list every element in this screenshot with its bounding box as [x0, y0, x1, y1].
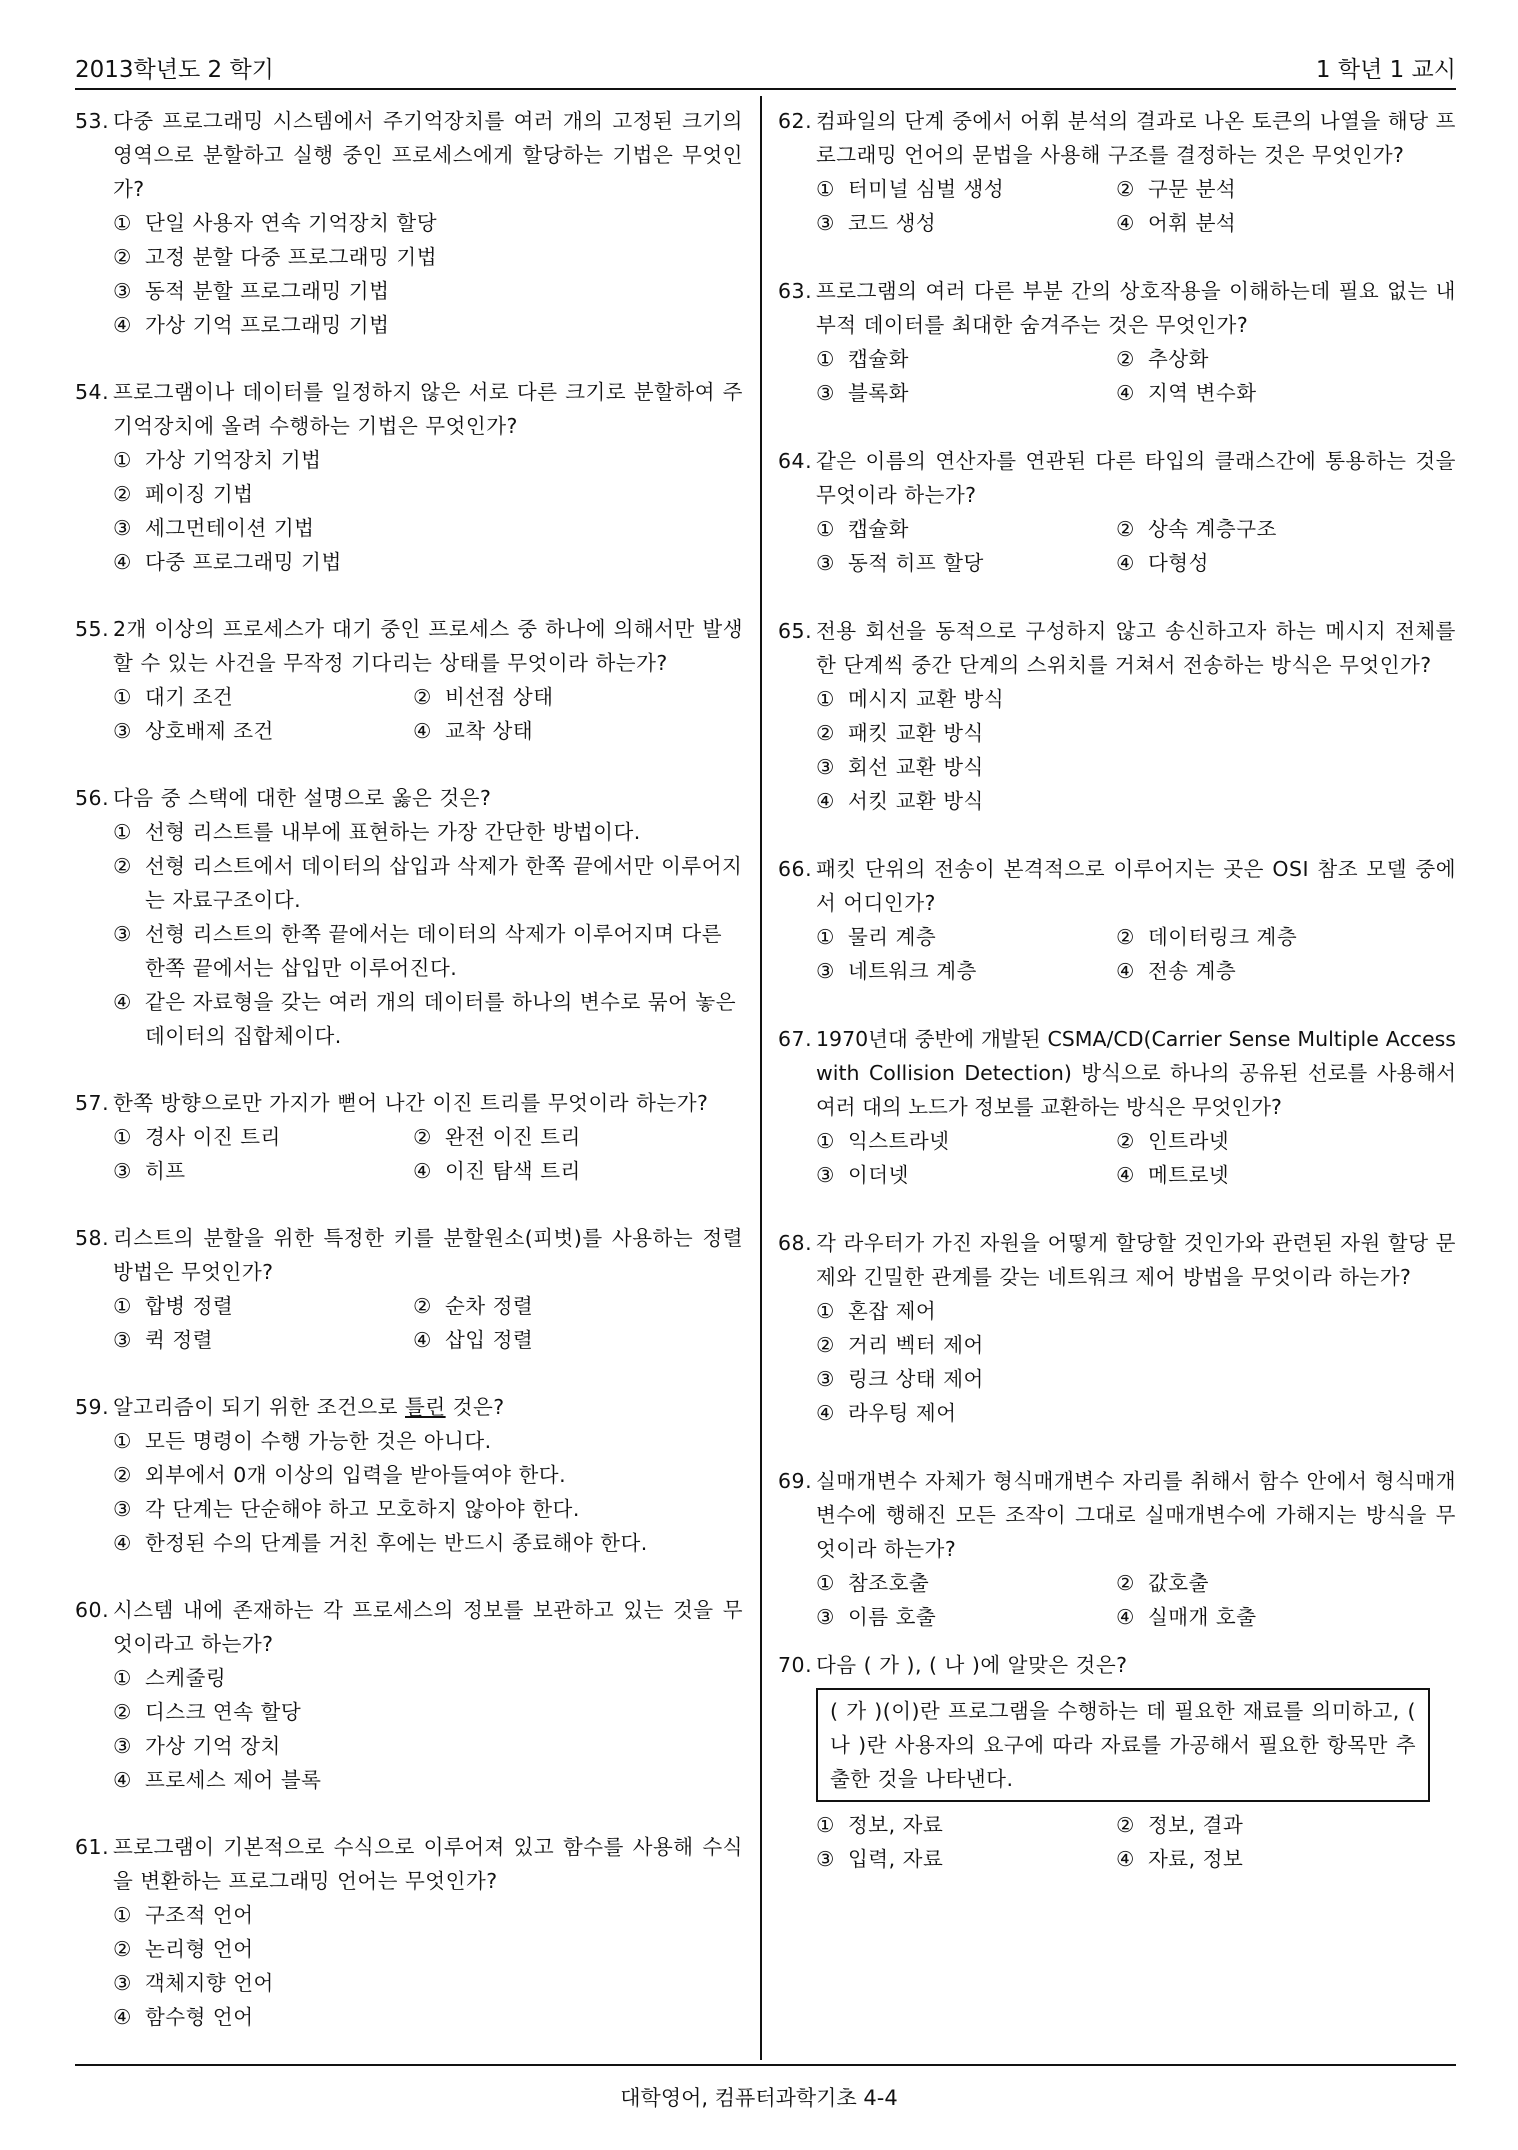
option-2: ② 디스크 연속 할당: [113, 1700, 302, 1724]
question-53: [75, 104, 743, 342]
option-2: ② 인트라넷: [1116, 1129, 1230, 1153]
question-63: [778, 274, 1456, 410]
footer-divider: [75, 2064, 1456, 2066]
option-2: ② 완전 이진 트리: [413, 1125, 581, 1149]
emphasis-underline: 틀린: [405, 1395, 446, 1419]
option-2: ② 패킷 교환 방식: [816, 721, 984, 745]
option-2: ② 외부에서 0개 이상의 입력을 받아들여야 한다.: [113, 1463, 567, 1487]
option-3: ③ 입력, 자료: [816, 1847, 944, 1871]
option-3: ③ 상호배제 조건: [113, 719, 274, 743]
question-62: [778, 104, 1456, 240]
option-1: ① 경사 이진 트리: [113, 1125, 281, 1149]
option-3: ③ 네트워크 계층: [816, 959, 977, 983]
option-3: ③ 퀵 정렬: [113, 1328, 213, 1352]
option-2: ② 정보, 결과: [1116, 1813, 1244, 1837]
question-number: 55.: [75, 617, 110, 641]
option-4: ④ 자료, 정보: [1116, 1847, 1244, 1871]
header-divider: [75, 88, 1456, 90]
question-number: 62.: [778, 109, 813, 133]
option-3: ③ 블록화: [816, 381, 909, 405]
question-60: [75, 1593, 743, 1797]
definition-box: ( 가 )(이)란 프로그램을 수행하는 데 필요한 재료를 의미하고, ( 나 )란 사용자의 요구에 따라 자료를 가공해서 필요한 항목만 추출한 것을 나타낸다.: [816, 1688, 1430, 1802]
option-3: ③ 세그먼테이션 기법: [113, 516, 315, 540]
question-70: [778, 1648, 1456, 1876]
question-67: [778, 1022, 1456, 1192]
option-1: ① 가상 기억장치 기법: [113, 448, 322, 472]
option-2: ② 선형 리스트에서 데이터의 삽입과 삭제가 한쪽 끝에서만 이루어지는 자료구조이다.: [113, 854, 743, 912]
option-2: ② 상속 계층구조: [1116, 517, 1277, 541]
option-3: ③ 이름 호출: [816, 1605, 937, 1629]
option-3: ③ 회선 교환 방식: [816, 755, 984, 779]
option-1: ① 혼잡 제어: [816, 1299, 937, 1323]
question-stem: 알고리즘이 되기 위한 조건으로 틀린 것은?: [113, 1395, 505, 1419]
question-number: 68.: [778, 1231, 813, 1255]
question-stem: 2개 이상의 프로세스가 대기 중인 프로세스 중 하나에 의해서만 발생할 수 있는 사건을 무작정 기다리는 상태를 무엇이라 하는가?: [113, 617, 743, 675]
question-stem: 다음 중 스택에 대한 설명으로 옳은 것은?: [113, 786, 492, 810]
question-number: 64.: [778, 449, 813, 473]
question-number: 56.: [75, 786, 110, 810]
question-57: [75, 1086, 743, 1188]
option-3: ③ 히프: [113, 1159, 186, 1183]
option-1: ① 캡슐화: [816, 517, 909, 541]
question-number: 61.: [75, 1835, 110, 1859]
option-4: ④ 프로세스 제어 블록: [113, 1768, 322, 1792]
question-stem: 프로그램의 여러 다른 부분 간의 상호작용을 이해하는데 필요 없는 내부적 데이터를 최대한 숨겨주는 것은 무엇인가?: [816, 279, 1456, 337]
question-stem: 컴파일의 단계 중에서 어휘 분석의 결과로 나온 토큰의 나열을 해당 프로그래밍 언어의 문법을 사용해 구조를 결정하는 것은 무엇인가?: [816, 109, 1456, 167]
question-59: [75, 1390, 743, 1560]
question-stem: 프로그램이나 데이터를 일정하지 않은 서로 다른 크기로 분할하여 주기억장치에 올려 수행하는 기법은 무엇인가?: [113, 380, 743, 438]
option-1: ① 정보, 자료: [816, 1813, 944, 1837]
column-divider: [760, 96, 762, 2060]
option-3: ③ 코드 생성: [816, 211, 937, 235]
question-55: [75, 612, 743, 748]
option-1: ① 메시지 교환 방식: [816, 687, 1005, 711]
question-stem: 다중 프로그래밍 시스템에서 주기억장치를 여러 개의 고정된 크기의 영역으로 분할하고 실행 중인 프로세스에게 할당하는 기법은 무엇인가?: [113, 109, 743, 201]
option-4: ④ 지역 변수화: [1116, 381, 1257, 405]
question-stem: 1970년대 중반에 개발된 CSMA/CD(Carrier Sense Multiple Access with Collision Detection) 방식으로 하나의 공유된 선로를 사용해서 여러 대의 노드가 정보를 교환하는 방식은 무엇인가?: [816, 1027, 1456, 1119]
question-number: 60.: [75, 1598, 110, 1622]
option-2: ② 거리 벡터 제어: [816, 1333, 984, 1357]
option-4: ④ 어휘 분석: [1116, 211, 1237, 235]
option-3: ③ 링크 상태 제어: [816, 1367, 984, 1391]
option-3: ③ 선형 리스트의 한쪽 끝에서는 데이터의 삭제가 이루어지며 다른 한쪽 끝에서는 삽입만 이루어진다.: [113, 922, 722, 980]
question-stem: 전용 회선을 동적으로 구성하지 않고 송신하고자 하는 메시지 전체를 한 단계씩 중간 단계의 스위치를 거쳐서 전송하는 방식은 무엇인가?: [816, 619, 1456, 677]
question-stem: 시스템 내에 존재하는 각 프로세스의 정보를 보관하고 있는 것을 무엇이라고 하는가?: [113, 1598, 743, 1656]
question-61: [75, 1830, 743, 2034]
option-2: ② 추상화: [1116, 347, 1209, 371]
question-stem: 리스트의 분할을 위한 특정한 키를 분할원소(피벗)를 사용하는 정렬 방법은 무엇인가?: [113, 1226, 743, 1284]
question-number: 58.: [75, 1226, 110, 1250]
question-stem: 각 라우터가 가진 자원을 어떻게 할당할 것인가와 관련된 자원 할당 문제와 긴밀한 관계를 갖는 네트워크 제어 방법을 무엇이라 하는가?: [816, 1231, 1456, 1289]
option-1: ① 대기 조건: [113, 685, 234, 709]
option-3: ③ 이더넷: [816, 1163, 909, 1187]
question-number: 65.: [778, 619, 813, 643]
option-1: ① 모든 명령이 수행 가능한 것은 아니다.: [113, 1429, 492, 1453]
option-4: ④ 함수형 언어: [113, 2005, 254, 2029]
option-1: ① 물리 계층: [816, 925, 937, 949]
option-4: ④ 같은 자료형을 갖는 여러 개의 데이터를 하나의 변수로 묶어 놓은 데이터의 집합체이다.: [113, 990, 737, 1048]
question-number: 63.: [778, 279, 813, 303]
question-number: 67.: [778, 1027, 813, 1051]
question-65: [778, 614, 1456, 818]
option-2: ② 구문 분석: [1116, 177, 1237, 201]
option-4: ④ 전송 계층: [1116, 959, 1237, 983]
option-3: ③ 객체지향 언어: [113, 1971, 274, 1995]
question-stem: 같은 이름의 연산자를 연관된 다른 타입의 클래스간에 통용하는 것을 무엇이라 하는가?: [816, 449, 1456, 507]
option-1: ① 단일 사용자 연속 기억장치 할당: [113, 211, 438, 235]
right-column: [778, 104, 1456, 1876]
option-4: ④ 다형성: [1116, 551, 1209, 575]
option-3: ③ 동적 히프 할당: [816, 551, 984, 575]
left-column: [75, 104, 743, 2034]
option-2: ② 순차 정렬: [413, 1294, 534, 1318]
option-1: ① 스케줄링: [113, 1666, 227, 1690]
option-1: ① 터미널 심벌 생성: [816, 177, 1005, 201]
question-number: 59.: [75, 1395, 110, 1419]
question-number: 70.: [778, 1653, 813, 1677]
question-stem: 패킷 단위의 전송이 본격적으로 이루어지는 곳은 OSI 참조 모델 중에서 어디인가?: [816, 857, 1456, 915]
question-54: [75, 375, 743, 579]
option-2: ② 비선점 상태: [413, 685, 554, 709]
option-3: ③ 각 단계는 단순해야 하고 모호하지 않아야 한다.: [113, 1497, 580, 1521]
option-4: ④ 한정된 수의 단계를 거친 후에는 반드시 종료해야 한다.: [113, 1531, 648, 1555]
option-2: ② 페이징 기법: [113, 482, 254, 506]
option-1: ① 캡슐화: [816, 347, 909, 371]
question-stem: 프로그램이 기본적으로 수식으로 이루어져 있고 함수를 사용해 수식을 변환하는 프로그래밍 언어는 무엇인가?: [113, 1835, 743, 1893]
option-1: ① 구조적 언어: [113, 1903, 254, 1927]
option-4: ④ 라우팅 제어: [816, 1401, 957, 1425]
option-2: ② 데이터링크 계층: [1116, 925, 1298, 949]
question-number: 53.: [75, 109, 110, 133]
question-number: 57.: [75, 1091, 110, 1115]
question-66: [778, 852, 1456, 988]
option-2: ② 고정 분할 다중 프로그래밍 기법: [113, 245, 438, 269]
option-3: ③ 동적 분할 프로그래밍 기법: [113, 279, 390, 303]
page-header: [75, 44, 1456, 84]
question-stem: 실매개변수 자체가 형식매개변수 자리를 취해서 함수 안에서 형식매개변수에 행해진 모든 조작이 그대로 실매개변수에 가해지는 방식을 무엇이라 하는가?: [816, 1469, 1456, 1561]
exam-term: 2013학년도 2 학기: [75, 57, 274, 83]
option-4: ④ 메트로넷: [1116, 1163, 1230, 1187]
question-number: 66.: [778, 857, 813, 881]
option-4: ④ 서킷 교환 방식: [816, 789, 984, 813]
option-4: ④ 가상 기억 프로그래밍 기법: [113, 313, 390, 337]
option-4: ④ 실매개 호출: [1116, 1605, 1257, 1629]
question-58: [75, 1221, 743, 1357]
question-number: 54.: [75, 380, 110, 404]
option-2: ② 값호출: [1116, 1571, 1209, 1595]
question-stem: 한쪽 방향으로만 가지가 뻗어 나간 이진 트리를 무엇이라 하는가?: [113, 1091, 709, 1115]
question-68: [778, 1226, 1456, 1430]
option-4: ④ 삽입 정렬: [413, 1328, 534, 1352]
option-4: ④ 이진 탐색 트리: [413, 1159, 581, 1183]
option-1: ① 참조호출: [816, 1571, 930, 1595]
question-stem: 다음 ( 가 ), ( 나 )에 알맞은 것은?: [816, 1653, 1128, 1677]
option-1: ① 익스트라넷: [816, 1129, 950, 1153]
question-64: [778, 444, 1456, 580]
exam-period: 1 학년 1 교시: [1315, 57, 1456, 83]
option-4: ④ 다중 프로그래밍 기법: [113, 550, 342, 574]
option-2: ② 논리형 언어: [113, 1937, 254, 1961]
page-footer: 대학영어, 컴퓨터과학기초 4-4: [620, 2086, 898, 2110]
question-69: [778, 1464, 1456, 1634]
option-1: ① 합병 정렬: [113, 1294, 234, 1318]
question-56: [75, 781, 743, 1053]
option-1: ① 선형 리스트를 내부에 표현하는 가장 간단한 방법이다.: [113, 820, 641, 844]
option-3: ③ 가상 기억 장치: [113, 1734, 281, 1758]
option-4: ④ 교착 상태: [413, 719, 534, 743]
question-number: 69.: [778, 1469, 813, 1493]
